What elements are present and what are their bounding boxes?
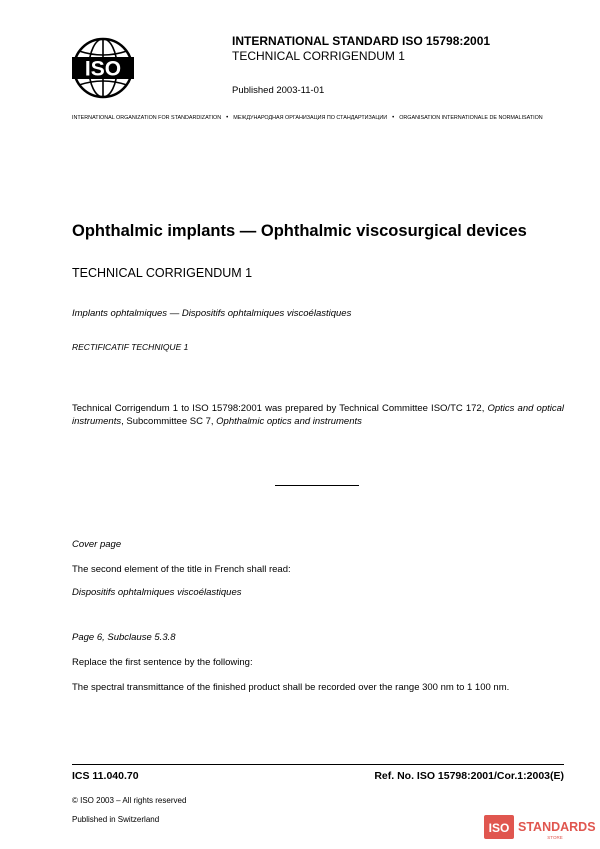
committee-title: Optics and optical instruments [72,403,565,427]
ics-code: ICS 11.040.70 [72,770,139,782]
page6-heading: Page 6, Subclause 5.3.8 [72,632,176,643]
footer-divider [72,764,564,765]
french-corrigendum-heading: RECTIFICATIF TECHNIQUE 1 [72,342,189,352]
reference-number: Ref. No. ISO 15798:2001/Cor.1:2003(E) [374,770,564,782]
page6-instruction: Replace the first sentence by the following: [72,657,253,668]
iso-logo-text: ISO [84,57,122,81]
copyright: © ISO 2003 – All rights reserved [72,796,187,805]
org-name-ru: МЕЖДУНАРОДНАЯ ОРГАНИЗАЦИЯ ПО СТАНДАРТИЗАЦИИ [233,115,388,121]
page6-new-text: The spectral transmittance of the finished product shall be recorded over the range 300 nm to 1 100 nm. [72,682,510,693]
subcommittee-title: Ophthalmic optics and instruments [216,416,362,427]
intro-text-1: Technical Corrigendum 1 to ISO 15798:2001 was prepared by Technical Committee ISO/TC 172, [72,403,488,414]
store-badge-iso: ISO [488,821,510,835]
section-divider [275,485,359,486]
corrigendum-heading: TECHNICAL CORRIGENDUM 1 [72,266,253,280]
store-badge-label: STANDARDS [518,820,596,834]
org-name-fr: ORGANISATION INTERNATIONALE DE NORMALISATION [399,115,543,121]
org-name-en: INTERNATIONAL ORGANIZATION FOR STANDARDIZATION [72,115,222,121]
cover-instruction: The second element of the title in French shall read: [72,564,291,575]
iso-standards-store-badge [484,813,596,841]
corrigendum-label: TECHNICAL CORRIGENDUM 1 [232,49,405,63]
cover-page-heading: Cover page [72,539,122,550]
published-in: Published in Switzerland [72,815,160,824]
document-title: Ophthalmic implants — Ophthalmic viscosurgical devices [72,222,527,240]
iso-logo [72,37,134,99]
store-badge-sub: STORE [547,835,563,840]
organization-names [72,115,565,121]
org-separator: • [392,115,395,121]
intro-text-2: , Subcommittee SC 7, [121,416,217,427]
org-separator: • [226,115,229,121]
french-title: Implants ophtalmiques — Dispositifs ophtalmiques viscoélastiques [72,308,352,319]
published-date: Published 2003-11-01 [232,85,325,96]
intro-paragraph [72,402,564,428]
cover-new-text: Dispositifs ophtalmiques viscoélastiques [72,587,242,598]
standard-title: INTERNATIONAL STANDARD ISO 15798:2001 [232,34,491,48]
